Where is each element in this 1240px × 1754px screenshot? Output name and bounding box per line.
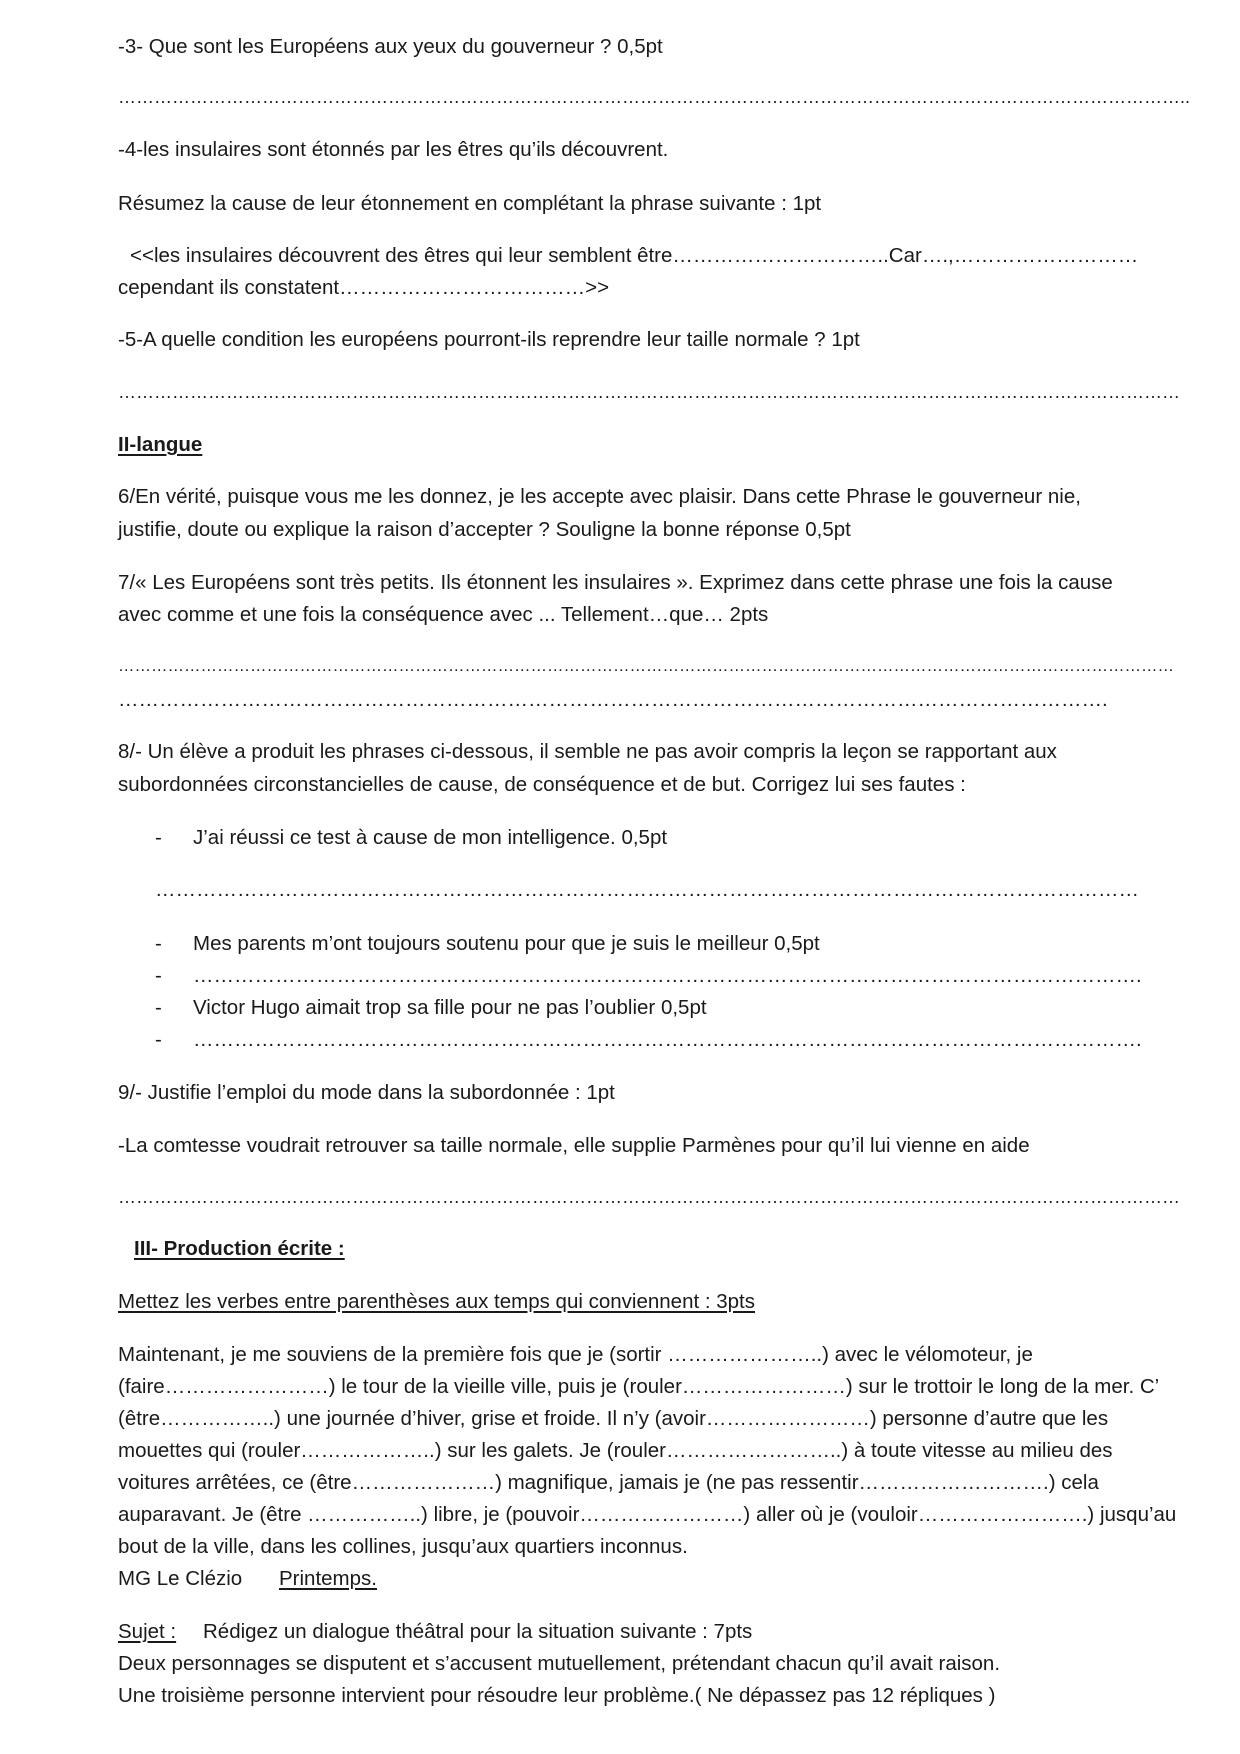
answer-line-q9[interactable]: ……………………………………………………………………………………………………………………………………………………………	[118, 1187, 1180, 1207]
text-author: MG Le Clézio	[118, 1567, 243, 1590]
question-3: -3- Que sont les Européens aux yeux du gouverneur ? 0,5pt	[118, 35, 663, 58]
question-6-line2: justifie, doute ou explique la raison d’accepter ? Souligne la bonne réponse 0,5pt	[118, 518, 851, 541]
text-work-title: Printemps.	[279, 1567, 377, 1590]
question-9: 9/- Justifie l’emploi du mode dans la subordonnée : 1pt	[118, 1081, 615, 1104]
answer-line-q5[interactable]: ……………………………………………………………………………………………………………………………………………………………	[118, 382, 1180, 402]
bullet-dash: -	[155, 964, 162, 987]
answer-line-q7-1[interactable]: …………………………………………………………………………………………………………………………………………………………………………	[118, 657, 1174, 675]
question-4-sentence-line1[interactable]: <<les insulaires découvrent des êtres qui leur semblent être…………………………..Car….,………………………	[130, 244, 1139, 267]
section-heading-langue: II-langue	[118, 433, 203, 456]
question-7-line2: avec comme et une fois la conséquence avec ... Tellement…que… 2pts	[118, 603, 769, 626]
section-heading-production: III- Production écrite :	[134, 1237, 345, 1260]
question-4-statement: -4-les insulaires sont étonnés par les êtres qu’ils découvrent.	[118, 138, 669, 161]
production-text-line[interactable]: (faire……………………) le tour de la vieille ville, puis je (rouler……………………) sur le trottoir le long de la mer. C’	[118, 1375, 1160, 1398]
situation-line2: Une troisième personne intervient pour résoudre leur problème.( Ne dépassez pas 12 répliques )	[118, 1684, 996, 1707]
bullet-dash: -	[155, 1028, 162, 1051]
bullet-dash: -	[155, 932, 162, 955]
question-6-line1: 6/En vérité, puisque vous me les donnez, je les accepte avec plaisir. Dans cette Phrase le gouverneur nie,	[118, 485, 1081, 508]
question-8-line1: 8/- Un élève a produit les phrases ci-dessous, il semble ne pas avoir compris la leçon se rapportant aux	[118, 740, 1057, 763]
question-9-sentence: -La comtesse voudrait retrouver sa taille normale, elle supplie Parmènes pour qu’il lui vienne en aide	[118, 1134, 1030, 1157]
production-text-line[interactable]: voitures arrêtées, ce (être…………………) magnifique, jamais je (ne pas ressentir……………………….) cela	[118, 1471, 1099, 1494]
answer-line-q8-item3[interactable]: ………………………………………………………………………………………………………………………….	[193, 1028, 1142, 1051]
q8-item-3: Victor Hugo aimait trop sa fille pour ne pas l’oublier 0,5pt	[193, 996, 707, 1019]
question-5: -5-A quelle condition les européens pourront-ils reprendre leur taille normale ? 1pt	[118, 328, 860, 351]
sujet-label: Sujet :	[118, 1620, 177, 1643]
sujet-text: Rédigez un dialogue théâtral pour la situation suivante : 7pts	[203, 1620, 753, 1643]
question-4-instruction: Résumez la cause de leur étonnement en complétant la phrase suivante : 1pt	[118, 192, 822, 215]
production-text-line[interactable]: Maintenant, je me souviens de la première fois que je (sortir …………………..) avec le vélomoteur, je	[118, 1343, 1033, 1366]
question-8-line2: subordonnées circonstancielles de cause, de conséquence et de but. Corrigez lui ses fautes :	[118, 773, 966, 796]
answer-line-q8-item1[interactable]: ………………………………………………………………………………………………………………………………	[155, 878, 1139, 901]
bullet-dash: -	[155, 826, 162, 849]
answer-line-q3[interactable]: ……………………………………………………………………………………………………………………………………………………………..	[118, 87, 1191, 107]
q8-item-1: J’ai réussi ce test à cause de mon intelligence. 0,5pt	[193, 826, 668, 849]
q8-item-2: Mes parents m’ont toujours soutenu pour que je suis le meilleur 0,5pt	[193, 932, 820, 955]
bullet-dash: -	[155, 996, 162, 1019]
answer-line-q7-2[interactable]: ……………………………………………………………………………………………………………………………….	[118, 688, 1108, 711]
production-text-line[interactable]: (être……………..) une journée d’hiver, grise et froide. Il n’y (avoir……………………) personne d’autre que les	[118, 1407, 1109, 1430]
production-instruction: Mettez les verbes entre parenthèses aux temps qui conviennent : 3pts	[118, 1290, 756, 1313]
production-text-line: bout de la ville, dans les collines, jusqu’aux quartiers inconnus.	[118, 1535, 688, 1558]
situation-line1: Deux personnages se disputent et s’accusent mutuellement, prétendant chacun qu’il avait raison.	[118, 1652, 1001, 1675]
answer-line-q8-item2[interactable]: ………………………………………………………………………………………………………………………….	[193, 964, 1142, 987]
production-text-line[interactable]: mouettes qui (rouler………………..) sur les galets. Je (rouler……………………..) à toute vitesse au milieu des	[118, 1439, 1113, 1462]
production-text-line[interactable]: auparavant. Je (être ……………..) libre, je (pouvoir……………………) aller où je (vouloir…………………….) jusqu’au	[118, 1503, 1177, 1526]
question-4-sentence-line2[interactable]: cependant ils constatent………………………………>>	[118, 276, 610, 299]
question-7-line1: 7/« Les Européens sont très petits. Ils étonnent les insulaires ». Exprimez dans cette phrase une fois la cause	[118, 571, 1113, 594]
